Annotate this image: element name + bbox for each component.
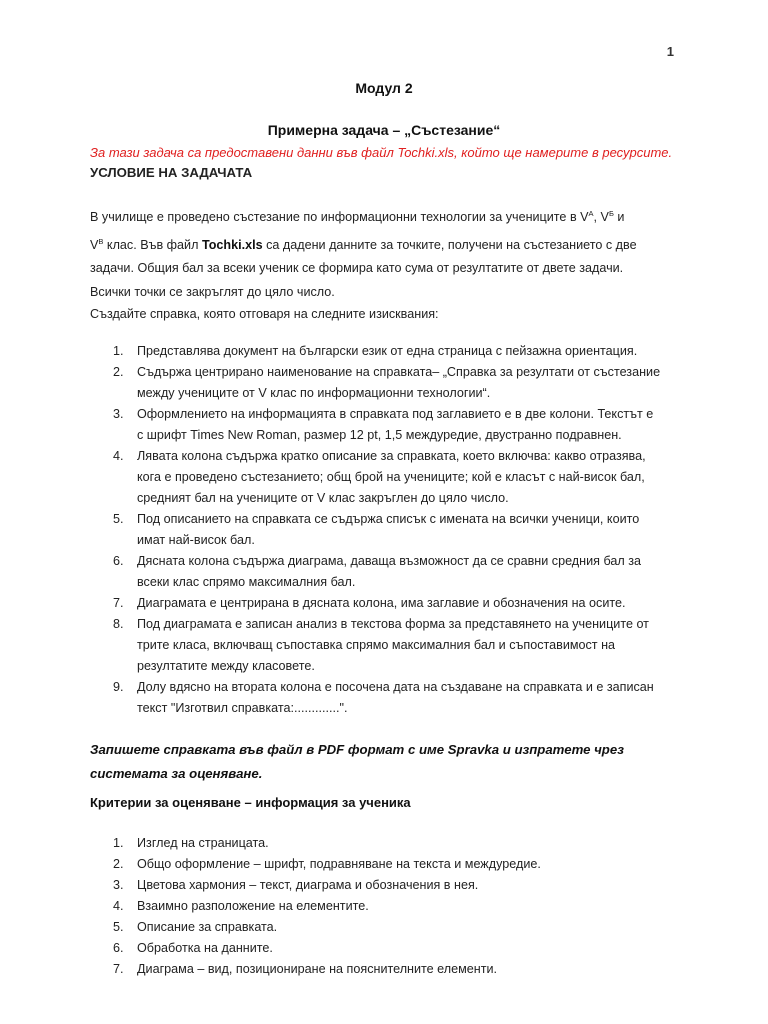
list-item-text: Описание за справката. xyxy=(137,920,278,934)
list-item xyxy=(90,551,672,593)
list-item-text: Цветова хармония – текст, диаграма и обозначения в нея. xyxy=(137,878,479,892)
page-number: 1 xyxy=(666,44,674,59)
list-item-number: 3. xyxy=(113,407,124,421)
data-note: За тази задача са предоставени данни във файл Tochki.xls, който ще намерите в ресурсите. xyxy=(90,145,673,160)
list-item xyxy=(90,677,672,719)
list-item-number: 7. xyxy=(113,596,124,610)
module-title: Модул 2 xyxy=(355,80,413,96)
list-item xyxy=(90,446,672,509)
list-item-number: 3. xyxy=(113,878,124,892)
list-item-text: Диаграмата е центрирана в дясната колона, има заглавие и обозначения на осите. xyxy=(137,596,626,610)
class-superscript: В xyxy=(98,236,104,246)
class-superscript: Б xyxy=(608,209,614,218)
list-item-text: резултатите между класовете. xyxy=(137,659,315,673)
section-heading: УСЛОВИЕ НА ЗАДАЧАТА xyxy=(90,165,253,180)
intro-text: В училище е проведено състезание по информационни технологии за учениците в V xyxy=(90,210,589,224)
intro-line-4: Всички точки се закръглят до цяло число. xyxy=(90,284,335,299)
list-item-text: Диаграма – вид, позициониране на пояснителните елементи. xyxy=(137,962,498,976)
intro-line-3: задачи. Общия бал за всеки ученик се формира като сума от резултатите от двете задачи. xyxy=(90,261,624,275)
file-name: Tochki.xls xyxy=(201,237,263,252)
class-superscript: А xyxy=(588,209,594,218)
list-item-text: Лявата колона съдържа кратко описание за справката, което включва: какво отразява, xyxy=(137,449,646,463)
requirements-list xyxy=(90,341,672,719)
list-item xyxy=(90,917,672,938)
list-item-number: 8. xyxy=(113,617,124,631)
list-item-number: 9. xyxy=(113,680,124,694)
list-item xyxy=(90,875,672,896)
list-item-number: 1. xyxy=(113,836,124,850)
save-instruction-line: Запишете справката във файл в PDF формат с име Spravka и изпратете чрез xyxy=(90,742,624,757)
list-item xyxy=(90,362,672,404)
list-item xyxy=(90,833,672,854)
list-item-text: трите класа, включващ съпоставка спрямо максималния бал и съпоставимост на xyxy=(137,638,616,652)
save-instruction xyxy=(90,738,672,785)
list-item xyxy=(90,341,672,362)
task-title: Примерна задача – „Състезание“ xyxy=(267,122,501,138)
list-item-number: 2. xyxy=(113,365,124,379)
list-item xyxy=(90,614,672,677)
list-item xyxy=(90,896,672,917)
list-item-text: Оформлението на информацията в справката под заглавието е в две колони. Текстът е xyxy=(137,407,654,421)
list-item-text: Дясната колона съдържа диаграма, даваща възможност да се сравни средния бал за xyxy=(137,554,642,568)
intro-text: , V xyxy=(593,210,609,224)
list-item-text: Изглед на страницата. xyxy=(137,836,269,850)
list-item-number: 2. xyxy=(113,857,124,871)
list-item-text: Долу вдясно на втората колона е посочена дата на създаване на справката и е записан xyxy=(137,680,654,694)
list-item-text: Под описанието на справката се съдържа списък с имената на всички ученици, които xyxy=(137,512,640,526)
list-item-text: Съдържа центрирано наименование на справката– „Справка за резултати от състезание xyxy=(137,365,661,379)
list-item-text: текст "Изготвил справката:.............". xyxy=(137,701,348,715)
list-item-number: 4. xyxy=(113,899,124,913)
list-item-text: Под диаграмата е записан анализ в текстова форма за представянето на учениците от xyxy=(137,617,649,631)
list-item-text: всеки клас спрямо максималния бал. xyxy=(137,575,356,589)
list-item-text: с шрифт Times New Roman, размер 12 pt, 1,5 междуредие, двустранно подравнен. xyxy=(137,428,622,442)
intro-text: са дадени данните за точките, получени на състезанието с две xyxy=(262,237,637,252)
list-item xyxy=(90,593,672,614)
save-instruction-line: системата за оценяване. xyxy=(90,765,263,781)
list-item-text: имат най-висок бал. xyxy=(137,533,255,547)
intro-text: V xyxy=(90,237,99,252)
list-item-text: между учениците от V клас по информационни технологии“. xyxy=(137,386,491,400)
intro-line-1 xyxy=(90,202,672,230)
intro-line-2 xyxy=(90,230,672,258)
list-item xyxy=(90,938,672,959)
list-item-text: Общо оформление – шрифт, подравняване на текста и междуредие. xyxy=(137,857,541,871)
list-item-number: 5. xyxy=(113,512,124,526)
list-item-text: Обработка на данните. xyxy=(137,941,273,955)
intro-paragraph xyxy=(90,202,672,304)
list-item-number: 1. xyxy=(113,344,124,358)
list-item xyxy=(90,959,672,980)
list-item-number: 6. xyxy=(113,554,124,568)
list-item-number: 6. xyxy=(113,941,124,955)
intro-text: и xyxy=(613,210,625,224)
list-item-number: 4. xyxy=(113,449,124,463)
criteria-list xyxy=(90,833,672,980)
list-item-number: 5. xyxy=(113,920,124,934)
intro-text: клас. Във файл xyxy=(103,237,202,252)
request-intro: Създайте справка, която отговаря на следните изисквания: xyxy=(90,307,439,321)
list-item xyxy=(90,854,672,875)
list-item-text: Представлява документ на български език от една страница с пейзажна ориентация. xyxy=(137,344,638,358)
list-item-text: Взаимно разположение на елементите. xyxy=(137,899,369,913)
list-item xyxy=(90,509,672,551)
list-item-text: кога е проведено състезанието; общ брой на учениците; кой е класът с най-висок бал, xyxy=(137,470,645,484)
criteria-heading: Критерии за оценяване – информация за ученика xyxy=(90,795,411,810)
list-item-number: 7. xyxy=(113,962,124,976)
list-item-text: средният бал на учениците от V клас закръглен до цяло число. xyxy=(137,491,509,505)
list-item xyxy=(90,404,672,446)
